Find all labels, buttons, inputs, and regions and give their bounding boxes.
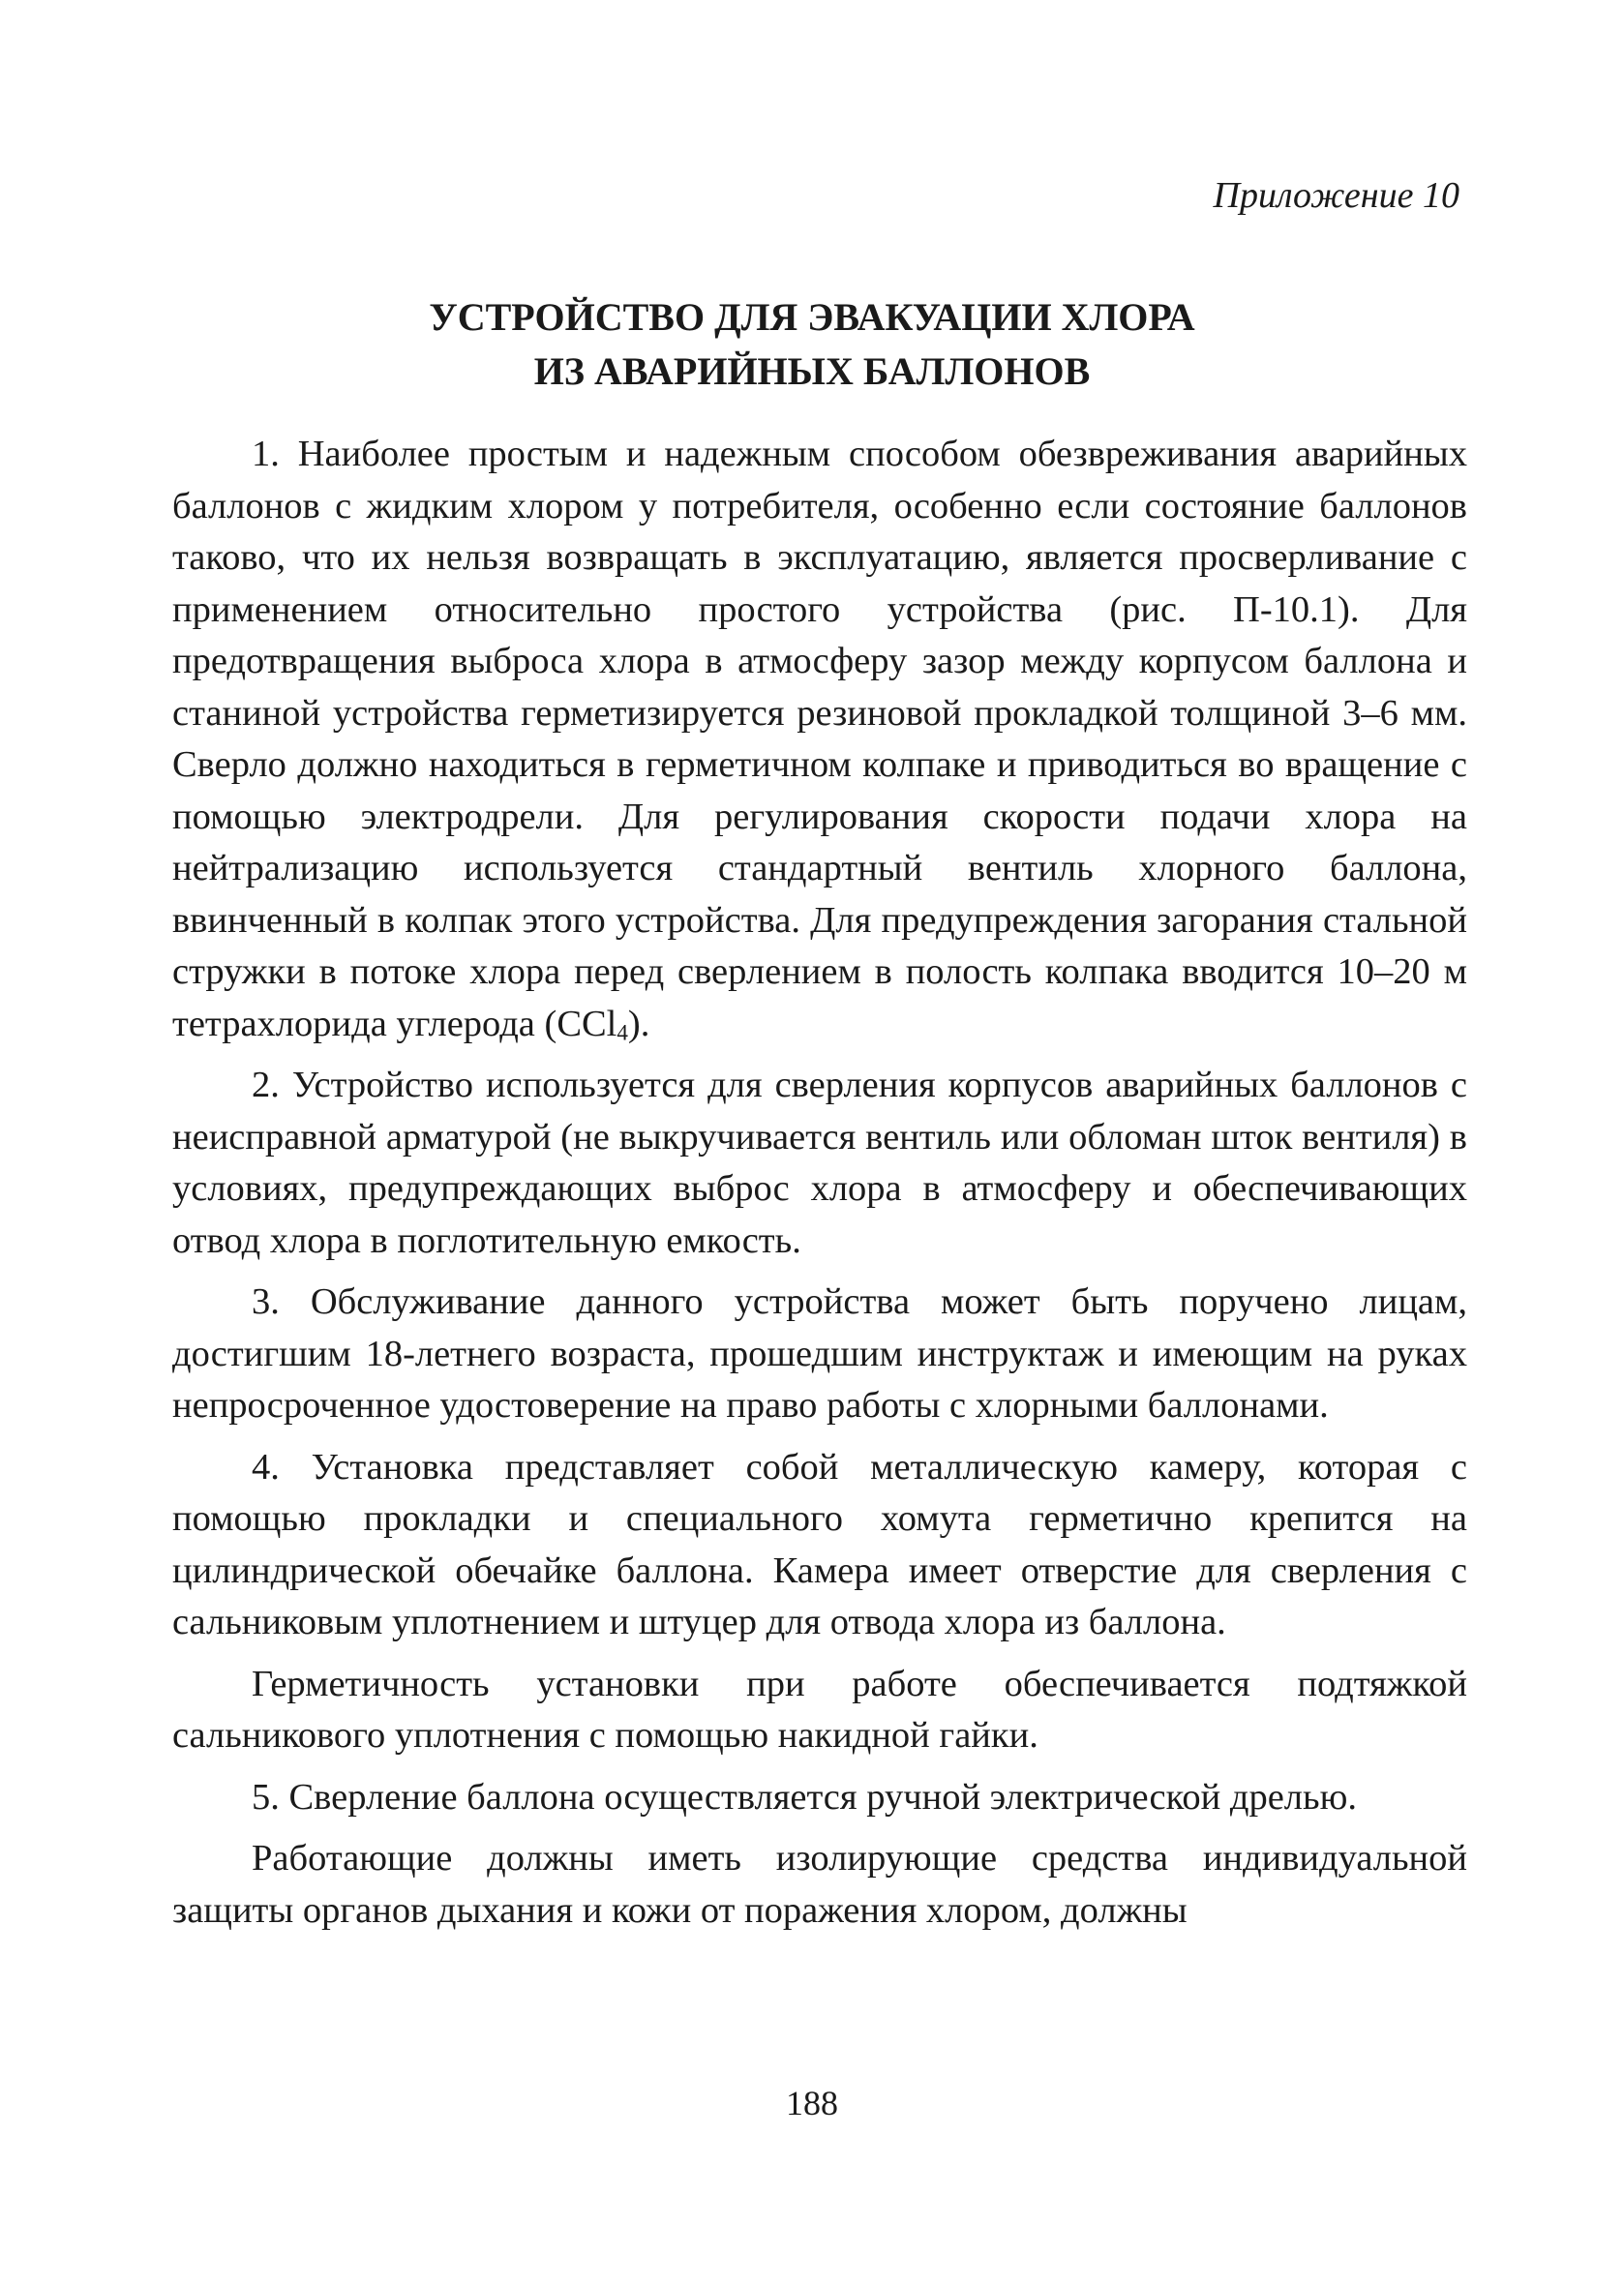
page-title [0,290,1624,399]
title-line-1: УСТРОЙСТВО ДЛЯ ЭВАКУАЦИИ ХЛОРА [429,295,1195,339]
ccl4-subscript: 4 [617,1019,628,1045]
paragraph-6: Работающие должны иметь изолирующие средства индивидуальной защиты органов дыхания и кожи от поражения хлором, должны [172,1838,1467,1931]
paragraph-5: 5. Сверление баллона осуществляется ручной электрической дрелью. [252,1776,1357,1818]
paragraph-4: 4. Установка представляет собой металлическую камеру, которая с помощью прокладки и специального хомута герметично крепится на цилиндрической обечайке баллона. Камера имеет отверстие для сверления с сальниковым уплотнением и штуцер для отвода хлора из баллона. [172,1446,1467,1642]
appendix-label: Приложение 10 [1213,175,1459,216]
title-line-2: ИЗ АВАРИЙНЫХ БАЛЛОНОВ [533,349,1091,393]
paragraph-1 [172,429,1467,1050]
paragraph-4b: Герметичность установки при работе обеспечивается подтяжкой сальникового уплотнения с помощью накидной гайки. [172,1663,1467,1756]
page-number: 188 [786,2084,838,2122]
paragraph-1-end: ). [627,1003,650,1044]
body-text [172,429,1467,1946]
paragraph-1-main: 1. Наиболее простым и надежным способом обезвреживания аварийных баллонов с жидким хлором у потребителя, особенно если состояние баллонов таково, что их нельзя возвращать в эксплуатацию, является просверливание с применением относительно простого устройства (рис. П-10.1). Для предотвращения выброса хлора в атмосферу зазор между корпусом баллона и станиной устройства герметизируется резиновой прокладкой толщиной 3–6 мм. Сверло должно находиться в герметичном колпаке и приводиться во вращение с помощью электродрели. Для регулирования скорости подачи хлора на нейтрализацию используется стандартный вентиль хлорного баллона, ввинченный в колпак этого устройства. Для предупреждения загорания стальной стружки в потоке хлора перед сверлением в полость колпака вводится 10–20 м тетрахлорида углерода (CCl [172,434,1467,1044]
paragraph-2: 2. Устройство используется для сверления корпусов аварийных баллонов с неисправной арматурой (не выкручивается вентиль или обломан шток вентиля) в условиях, предупреждающих выброс хлора в атмосферу и обеспечивающих отвод хлора в поглотительную емкость. [172,1065,1467,1261]
paragraph-3: 3. Обслуживание данного устройства может быть поручено лицам, достигшим 18-летнего возраста, прошедшим инструктаж и имеющим на руках непросроченное удостоверение на право работы с хлорными баллонами. [172,1281,1467,1426]
